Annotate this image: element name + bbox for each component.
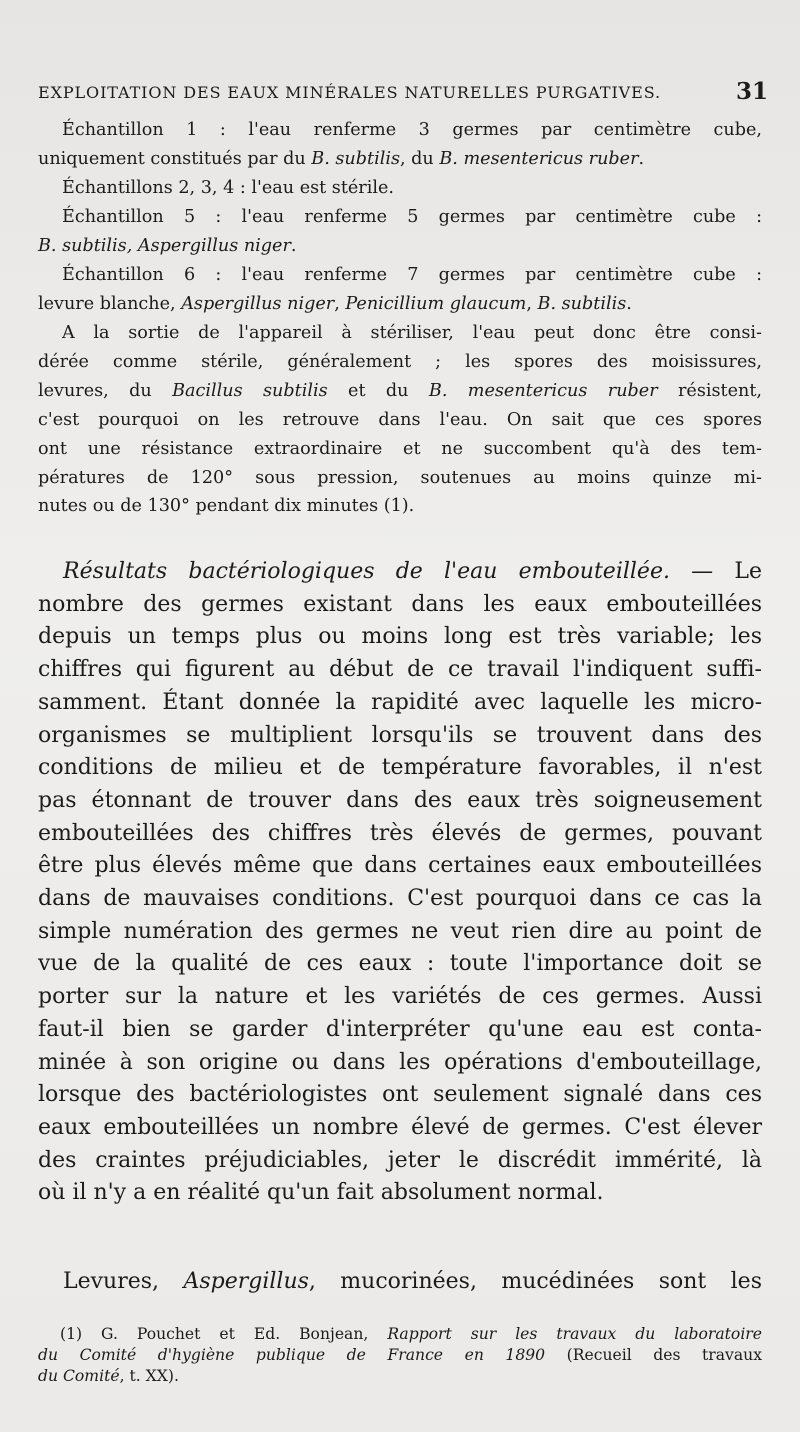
text-line: chiffres qui figurent au début de ce travail l'indiquent suffi- bbox=[38, 657, 762, 683]
text-line: des craintes préjudiciables, jeter le discrédit immérité, là bbox=[38, 1147, 762, 1173]
text-line: pératures de 120° sous pression, soutenues au moins quinze mi- bbox=[38, 467, 762, 488]
text-line: lorsque des bactériologistes ont seulement signalé dans ces bbox=[38, 1082, 762, 1108]
publication-title: du Comité d'hygiène publique de France en 1890 bbox=[38, 1346, 546, 1364]
text-line: vue de la qualité de ces eaux : toute l'importance doit se bbox=[38, 951, 762, 977]
text-line: du Comité, t. XX). bbox=[38, 1367, 179, 1385]
text-line: ont une résistance extraordinaire et ne succombent qu'à des tem- bbox=[38, 438, 762, 459]
samples-2-4-paragraph bbox=[38, 174, 762, 203]
text-line: depuis un temps plus ou moins long est très variable; les bbox=[38, 624, 762, 650]
results-paragraph bbox=[38, 556, 762, 1210]
sample-1-paragraph bbox=[38, 116, 762, 174]
sample-5-paragraph bbox=[38, 203, 762, 261]
text-line: faut-il bien se garder d'interpréter qu'une eau est conta- bbox=[38, 1016, 762, 1042]
text-line: dans de mauvaises conditions. C'est pourquoi dans ce cas la bbox=[38, 886, 762, 912]
text-line: du Comité d'hygiène publique de France en 1890 (Recueil des travaux bbox=[38, 1346, 762, 1364]
text-line: être plus élevés même que dans certaines eaux embouteillées bbox=[38, 853, 762, 879]
text-line: Échantillons 2, 3, 4 : l'eau est stérile. bbox=[62, 178, 394, 198]
running-title: EXPLOITATION DES EAUX MINÉRALES NATURELLES PURGATIVES. bbox=[38, 83, 661, 102]
sterilizer-paragraph bbox=[38, 319, 762, 521]
species-name: Penicillium glaucum bbox=[345, 293, 527, 314]
footnote bbox=[38, 1324, 762, 1387]
text-line: uniquement constitués par du B. subtilis, du B. mesentericus ruber. bbox=[38, 148, 645, 169]
text-line: embouteillées des chiffres très élevés de germes, pouvant bbox=[38, 820, 762, 846]
species-name: Bacillus subtilis bbox=[172, 380, 328, 401]
text-line: pas étonnant de trouver dans des eaux très soigneusement bbox=[38, 787, 762, 813]
publication-title: du Comité bbox=[38, 1367, 120, 1385]
text-line: Échantillon 6 : l'eau renferme 7 germes par centimètre cube : bbox=[62, 265, 762, 285]
running-header bbox=[38, 78, 768, 110]
page-number: 31 bbox=[735, 78, 768, 105]
text-line: B. subtilis, Aspergillus niger. bbox=[38, 235, 297, 256]
last-paragraph bbox=[38, 1266, 762, 1299]
species-name: B. subtilis, Aspergillus niger bbox=[38, 235, 291, 256]
text-line: Résultats bactériologiques de l'eau embouteillée. — Le bbox=[63, 559, 762, 584]
text-line: nutes ou de 130° pendant dix minutes (1). bbox=[38, 496, 415, 517]
text-line: porter sur la nature et les variétés de ces germes. Aussi bbox=[38, 984, 762, 1010]
species-name: B. mesentericus ruber bbox=[439, 148, 639, 169]
text-line: où il n'y a en réalité qu'un fait absolument normal. bbox=[38, 1180, 604, 1206]
species-name: B. subtilis bbox=[537, 293, 627, 314]
text-line: Échantillon 1 : l'eau renferme 3 germes par centimètre cube, bbox=[62, 120, 762, 140]
genus-name: Aspergillus bbox=[183, 1269, 309, 1294]
text-line: Échantillon 5 : l'eau renferme 5 germes par centimètre cube : bbox=[62, 207, 762, 227]
text-line: c'est pourquoi on les retrouve dans l'eau. On sait que ces spores bbox=[38, 409, 762, 430]
species-name: Aspergillus niger bbox=[181, 293, 335, 314]
species-name: B. mesentericus ruber bbox=[428, 380, 658, 401]
sample-6-paragraph bbox=[38, 261, 762, 319]
text-line: simple numération des germes ne veut rien dire au point de bbox=[38, 918, 762, 944]
text-line: minée à son origine ou dans les opérations d'embouteillage, bbox=[38, 1049, 762, 1075]
text-line: dérée comme stérile, généralement ; les spores des moisissures, bbox=[38, 351, 762, 372]
text-line: samment. Étant donnée la rapidité avec laquelle les micro- bbox=[38, 689, 762, 715]
text-line: A la sortie de l'appareil à stériliser, l'eau peut donc être consi- bbox=[62, 323, 762, 343]
text-line: levure blanche, Aspergillus niger, Penicillium glaucum, B. subtilis. bbox=[38, 293, 632, 314]
text-line: organismes se multiplient lorsqu'ils se trouvent dans des bbox=[38, 722, 762, 748]
text-line: eaux embouteillées un nombre élevé de germes. C'est élever bbox=[38, 1114, 762, 1140]
publication-title: Rapport sur les travaux du laboratoire bbox=[387, 1325, 762, 1343]
text-line: levures, du Bacillus subtilis et du B. mesentericus ruber résistent, bbox=[38, 380, 762, 401]
species-name: B. subtilis bbox=[311, 148, 400, 169]
text-line: nombre des germes existant dans les eaux embouteillées bbox=[38, 591, 762, 617]
text-line: Levures, Aspergillus, mucorinées, mucédinées sont les bbox=[63, 1269, 762, 1294]
text-line: (1) G. Pouchet et Ed. Bonjean, Rapport sur les travaux du laboratoire bbox=[60, 1325, 762, 1343]
section-heading: Résultats bactériologiques de l'eau embouteillée. bbox=[63, 559, 670, 584]
text-line: conditions de milieu et de température favorables, il n'est bbox=[38, 755, 762, 781]
